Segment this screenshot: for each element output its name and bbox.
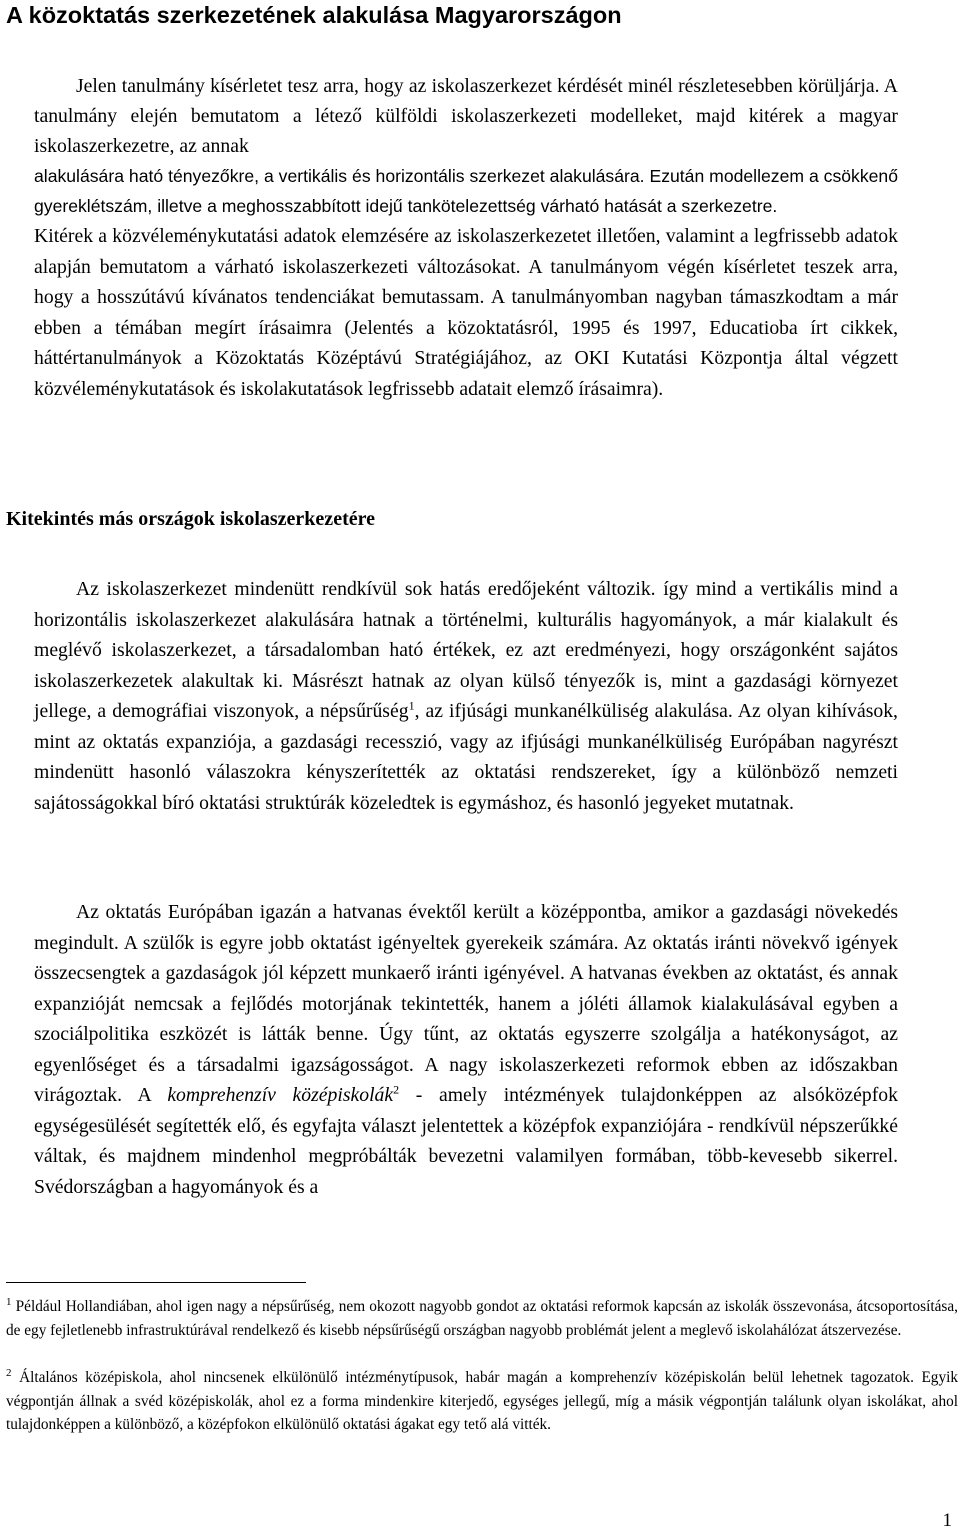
footnote-2 — [6, 1366, 958, 1437]
body-paragraph-1 — [34, 574, 898, 818]
section-heading: Kitekintés más országok iskolaszerkezetére — [6, 508, 375, 530]
intro-paragraph-part1: Jelen tanulmány kísérletet tesz arra, hogy az iskolaszerkezet kérdését minél részletesebben körüljárja. A tanulmány elején bemutatom a létező külföldi iskolaszerkezeti modelleket, majd kitérek a magyar iskolaszerkezetre, az annak — [34, 75, 898, 157]
para1-text-a: Az iskolaszerkezet mindenütt rendkívül sok hatás eredőjeként változik. így mind a vertikális mind a horizontális iskolaszerkezet alakulására hatnak a történelmi, kulturális hagyományok, a már kialakult és meglévő iskolaszerkezet, a társadalomban ható értékek, ez azt eredményezi, hogy országonként sajátos iskolaszerkezetek alakultak ki. Másrészt hatnak az olyan külső tényezők is, mint a gazdasági környezet jellege, a demográfiai viszonyok, a népsűrűség — [34, 578, 898, 722]
footnote-1-text: Például Hollandiában, ahol igen nagy a népsűrűség, nem okozott nagyobb gondot az oktatási reformok kapcsán az iskolák összevonása, átcsoportosítása, de egy fejletlenebb infrastruktúrával rendelkező és kisebb népsűrűségű országban nagyobb problémát jelent a meglevő iskolahálózat átszervezése. — [6, 1298, 958, 1339]
page-number: 1 — [942, 1510, 952, 1531]
document-title: A közoktatás szerkezetének alakulása Magyarországon — [6, 2, 622, 28]
footnote-2-mark: 2 — [6, 1366, 12, 1379]
para2-text-a: Az oktatás Európában igazán a hatvanas évektől került a középpontba, amikor a gazdasági növekedés megindult. A szülők is egyre jobb oktatást igényeltek gyerekeik számára. Az oktatás iránti növekvő igények összecsengtek a gazdaságok jól képzett munkaerő iránti igényével. A hatvanas években az oktatást, és annak expanzióját nemcsak a fejlődés motorjának tekintették, hanem a jóléti államok kialakulásával egyben a szociálpolitika eszközét is látták benne. Úgy tűnt, az oktatás egyszerre szolgálja a hatékonyságot, az egyenlőséget és a társadalmi igazságosságot. A nagy iskolaszerkezeti reformok ebben az időszakban virágoztak. A — [34, 901, 898, 1106]
footnote-1-mark: 1 — [6, 1295, 12, 1308]
para2-text-b: - amely intézmények tulajdonképpen az alsóközépfok egységesülését segítették elő, és egyfajta választ jelentettek a középfok expanziójára - rendkívül népszerűkké váltak, és majdnem mindenhol megpróbálták bevezetni valamilyen formában, több-kevesebb sikerrel. Svédországban a hagyományok és a — [34, 1084, 898, 1198]
footnote-ref-2: 2 — [393, 1082, 400, 1097]
body-paragraph-2 — [34, 897, 898, 1202]
para2-emphasis: komprehenzív középiskolák — [167, 1084, 394, 1106]
footnote-separator — [6, 1282, 306, 1283]
footnote-1 — [6, 1295, 958, 1342]
intro-paragraph-part2: alakulására ható tényezőkre, a vertikális és horizontális szerkezet alakulására. Ezután modellezem a csökkenő gyereklétszám, illetve a meghosszabbított idejű tankötelezettség várható hatását a szerkezetre. — [34, 166, 898, 216]
para1-text-b: , az ifjúsági munkanélküliség alakulása. Az olyan kihívások, mint az oktatás expanziója, a gazdasági recesszió, vagy az ifjúsági munkanélküliség Európában nagyrészt mindenütt hasonló válaszokra kényszerítették az oktatási rendszereket, így a különböző nemzeti sajátosságokkal bíró oktatási struktúrák közeledtek is egymáshoz, és hasonló jegyeket mutatnak. — [34, 700, 898, 814]
footnote-ref-1: 1 — [408, 698, 415, 713]
footnote-2-text: Általános középiskola, ahol nincsenek elkülönülő intézménytípusok, habár magán a komprehenzív középiskolán belül lehetnek tagozatok. Egyik végpontján állnak a svéd középiskolák, ahol ez a forma mindenkire kiterjedő, egységes jellegű, míg a másik végpontján találunk olyan iskolákat, ahol tulajdonképpen a különböző, a középfokon elkülönülő oktatási ágakat egy tető alá vitték. — [6, 1369, 959, 1433]
intro-paragraph-part3: Kitérek a közvéleménykutatási adatok elemzésére az iskolaszerkezetet illetően, valamint a legfrissebb adatok alapján bemutatom a várható iskolaszerkezeti változásokat. A tanulmányom végén kísérletet teszek arra, hogy a hosszútávú kívánatos tendenciákat bemutassam. A tanulmányomban nagyban támaszkodtam a már ebben a témában megírt írásaimra (Jelentés a közoktatásról, 1995 és 1997, Educatioba írt cikkek, háttértanulmányok a Közoktatás Középtávú Stratégiájához, az OKI Kutatási Központja által végzett közvéleménykutatások és iskolakutatások legfrissebb adatait elemző írásaimra). — [34, 225, 898, 400]
